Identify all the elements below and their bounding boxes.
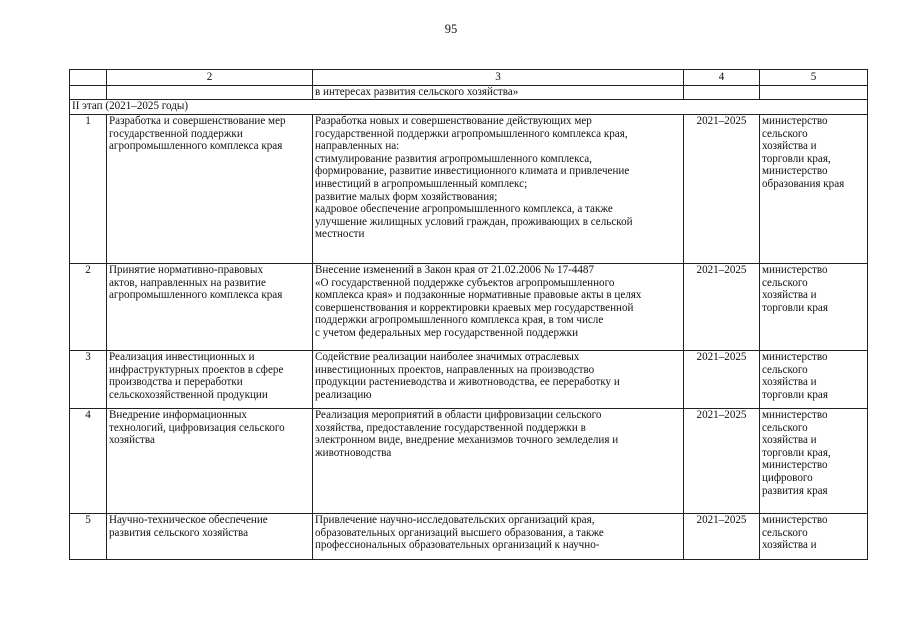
- measure-content: [313, 351, 684, 409]
- measure-name-line: Разработка и совершенствование мер: [109, 115, 286, 127]
- measure-name-line: хозяйства: [109, 434, 155, 447]
- executor-line: сельского: [762, 526, 808, 539]
- measure-name-line: государственной поддержки: [109, 127, 243, 140]
- executor-line: хозяйства и: [762, 140, 817, 153]
- table-row: [70, 514, 868, 560]
- measure-name-line: Реализация инвестиционных и: [109, 351, 255, 363]
- table-row: [70, 351, 868, 409]
- measure-name: [107, 514, 313, 560]
- measure-name-line: агропромышленного комплекса края: [109, 140, 283, 153]
- measure-content-line: улучшение жилищных условий граждан, проживающих в сельской: [315, 215, 633, 228]
- measure-content-line: стимулирование развития агропромышленного комплекса,: [315, 152, 592, 165]
- measure-name-line: развития сельского хозяйства: [109, 526, 249, 539]
- implementation-period: 2021–2025: [684, 115, 760, 264]
- executor-line: торговли края: [762, 388, 828, 401]
- executor-line: хозяйства и: [762, 434, 817, 447]
- executor-line: торговли края,: [762, 152, 831, 165]
- stage-heading: II этап (2021–2025 годы): [70, 100, 868, 115]
- measure-name: [107, 115, 313, 264]
- responsible-executor: [760, 115, 868, 264]
- executor-line: хозяйства и: [762, 539, 817, 552]
- measure-name-line: Принятие нормативно-правовых: [109, 264, 264, 276]
- measure-name: [107, 409, 313, 514]
- measure-content-line: Реализация мероприятий в области цифровизации сельского: [315, 409, 602, 421]
- measure-content-line: Разработка новых и совершенствование действующих мер: [315, 115, 592, 127]
- row-number: 1: [70, 115, 107, 264]
- measure-name-line: Внедрение информационных: [109, 409, 247, 421]
- measure-content-line: электронном виде, внедрение механизмов точного земледелия и: [315, 434, 619, 447]
- responsible-executor: [760, 264, 868, 351]
- measure-content-line: государственной поддержки агропромышленного комплекса края,: [315, 127, 628, 140]
- measure-content-line: продукции растениеводства и животноводства, ее переработку и: [315, 376, 620, 389]
- executor-line: министерство: [762, 115, 828, 127]
- table-row: [70, 264, 868, 351]
- measure-content-line: комплекса края» и подзаконные нормативные правовые акты в целях: [315, 289, 642, 302]
- implementation-period: 2021–2025: [684, 514, 760, 560]
- measure-name: [107, 351, 313, 409]
- measure-content-line: профессиональных образовательных организаций к научно-: [315, 539, 600, 552]
- executor-line: цифрового: [762, 471, 813, 484]
- measure-content-line: образовательных организаций высшего образования, а также: [315, 526, 604, 539]
- measure-content: [313, 264, 684, 351]
- table-body: [70, 115, 868, 560]
- measure-content: [313, 115, 684, 264]
- responsible-executor: [760, 514, 868, 560]
- responsible-executor: [760, 351, 868, 409]
- executor-line: хозяйства и: [762, 289, 817, 302]
- executor-line: министерство: [762, 459, 828, 472]
- executor-line: сельского: [762, 127, 808, 140]
- header-col-1: [70, 70, 107, 86]
- measure-content-line: «О государственной поддержке субъектов агропромышленного: [315, 276, 615, 289]
- continuation-text: в интересах развития сельского хозяйства»: [313, 86, 684, 100]
- measure-name-line: сельскохозяйственной продукции: [109, 388, 268, 401]
- measure-name: [107, 264, 313, 351]
- header-col-2: 2: [107, 70, 313, 86]
- table-row: [70, 409, 868, 514]
- executor-line: сельского: [762, 421, 808, 434]
- measure-content-line: поддержки агропромышленного комплекса края, в том числе: [315, 314, 604, 327]
- executor-line: министерство: [762, 264, 828, 276]
- executor-line: сельского: [762, 363, 808, 376]
- header-col-3: 3: [313, 70, 684, 86]
- measure-name-line: технологий, цифровизация сельского: [109, 421, 285, 434]
- measure-content: [313, 514, 684, 560]
- measure-content: [313, 409, 684, 514]
- measure-content-line: инвестиционных проектов, направленных на производство: [315, 363, 595, 376]
- measure-name-line: Научно-техническое обеспечение: [109, 514, 268, 526]
- row-number: 5: [70, 514, 107, 560]
- header-row: [70, 70, 868, 86]
- stage-row: [70, 100, 868, 115]
- row-number: 3: [70, 351, 107, 409]
- measure-name-line: агропромышленного комплекса края: [109, 289, 283, 302]
- table-row: [70, 115, 868, 264]
- measure-content-line: развитие малых форм хозяйствования;: [315, 190, 498, 203]
- measure-name-line: производства и переработки: [109, 376, 243, 389]
- measure-content-line: формирование, развитие инвестиционного климата и привлечение: [315, 165, 630, 178]
- implementation-period: 2021–2025: [684, 264, 760, 351]
- measure-content-line: совершенствования и корректировки краевых мер государственной: [315, 301, 634, 314]
- measure-content-line: с учетом федеральных мер государственной поддержки: [315, 326, 579, 339]
- executor-line: министерство: [762, 351, 828, 363]
- measure-name-line: актов, направленных на развитие: [109, 276, 266, 289]
- continuation-row: [70, 86, 868, 100]
- measure-content-line: направленных на:: [315, 140, 400, 153]
- executor-line: хозяйства и: [762, 376, 817, 389]
- measure-content-line: животноводства: [315, 446, 392, 459]
- measure-content-line: Привлечение научно-исследовательских организаций края,: [315, 514, 595, 526]
- page-number: 95: [444, 22, 458, 36]
- measure-content-line: инвестиций в агропромышленный комплекс;: [315, 177, 528, 190]
- measure-content-line: местности: [315, 228, 365, 241]
- implementation-period: 2021–2025: [684, 409, 760, 514]
- executor-line: развития края: [762, 484, 828, 497]
- row-number: 2: [70, 264, 107, 351]
- executor-line: сельского: [762, 276, 808, 289]
- measure-content-line: кадровое обеспечение агропромышленного комплекса, а также: [315, 203, 613, 216]
- executor-line: образования края: [762, 177, 845, 190]
- executor-line: торговли края,: [762, 446, 831, 459]
- row-number: 4: [70, 409, 107, 514]
- measure-content-line: Внесение изменений в Закон края от 21.02.2006 № 17-4487: [315, 264, 595, 276]
- program-table: [69, 69, 868, 560]
- implementation-period: 2021–2025: [684, 351, 760, 409]
- header-col-5: 5: [760, 70, 868, 86]
- measure-name-line: инфраструктурных проектов в сфере: [109, 363, 284, 376]
- executor-line: торговли края: [762, 301, 828, 314]
- measure-content-line: Содействие реализации наиболее значимых отраслевых: [315, 351, 580, 363]
- executor-line: министерство: [762, 165, 828, 178]
- measure-content-line: реализацию: [315, 388, 372, 401]
- header-col-4: 4: [684, 70, 760, 86]
- executor-line: министерство: [762, 514, 828, 526]
- executor-line: министерство: [762, 409, 828, 421]
- measure-content-line: хозяйства, предоставление государственной поддержки в: [315, 421, 586, 434]
- responsible-executor: [760, 409, 868, 514]
